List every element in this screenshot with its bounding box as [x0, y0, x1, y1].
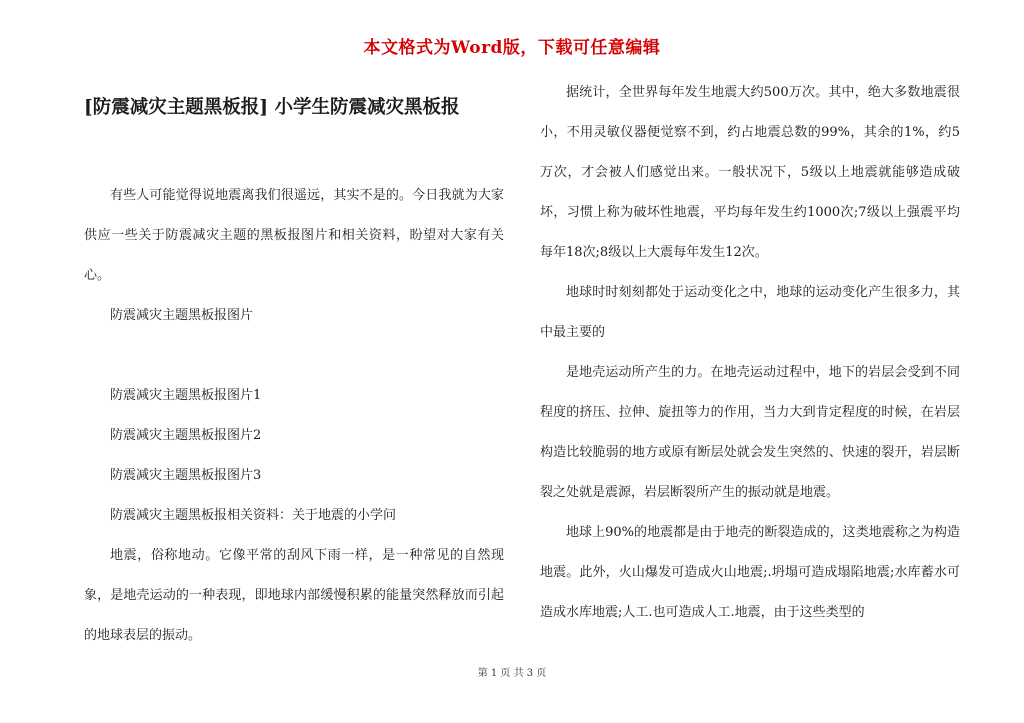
right-column [540, 73, 960, 633]
document-title: [防震减灾主题黑板报] 小学生防震减灾黑板报 [84, 97, 460, 118]
paragraph-image-heading: 防震减灾主题黑板报图片 [110, 308, 254, 323]
paragraph-statistics: 据统计，全世界每年发生地震大约500万次。其中，绝大多数地震很小，不用灵敏仪器便觉察不到，约占地震总数的99%，其余的1%，约5万次，才会被人们感觉出来。一般状况下，5级以上地震就能够造成破坏，习惯上称为破坏性地震，平均每年发生约1000次;7级以上强震平均每年18次;8级以上大震每年发生12次。 [540, 85, 960, 260]
page-number-footer: 第 1 页 共 3 页 [477, 668, 547, 679]
paragraph-image-2: 防震减灾主题黑板报图片2 [110, 428, 262, 443]
paragraph-image-3: 防震减灾主题黑板报图片3 [110, 468, 262, 483]
spacer [84, 336, 504, 376]
paragraph-image-1: 防震减灾主题黑板报图片1 [110, 388, 262, 403]
paragraph-resources-heading: 防震减灾主题黑板报相关资料：关于地震的小学问 [110, 508, 397, 523]
paragraph-crust-motion: 是地壳运动所产生的力。在地壳运动过程中，地下的岩层会受到不同程度的挤压、拉伸、旋扭等力的作用，当力大到肯定程度的时候，在岩层构造比较脆弱的地方或原有断层处就会发生突然的、快速的裂开，岩层断裂之处就是震源，岩层断裂所产生的振动就是地震。 [540, 365, 960, 500]
paragraph-tectonic-earthquake: 地球上90%的地震都是由于地壳的断裂造成的，这类地震称之为构造地震。此外，火山爆发可造成火山地震;.坍塌可造成塌陷地震;水库蓄水可造成水库地震;人工.也可造成人工.地震，由于这些类型的 [540, 525, 960, 620]
left-column [84, 176, 504, 656]
word-edit-banner: 本文格式为Word版，下载可任意编辑 [363, 38, 661, 58]
paragraph-earth-motion: 地球时时刻刻都处于运动变化之中，地球的运动变化产生很多力，其中最主要的 [540, 285, 960, 340]
paragraph-earthquake-definition: 地震，俗称地动。它像平常的刮风下雨一样，是一种常见的自然现象，是地壳运动的一种表现，即地球内部缓慢积累的能量突然释放而引起的地球表层的振动。 [84, 548, 504, 643]
intro-paragraph: 有些人可能觉得说地震离我们很遥远，其实不是的。今日我就为大家供应一些关于防震减灾主题的黑板报图片和相关资料，盼望对大家有关心。 [84, 188, 504, 283]
